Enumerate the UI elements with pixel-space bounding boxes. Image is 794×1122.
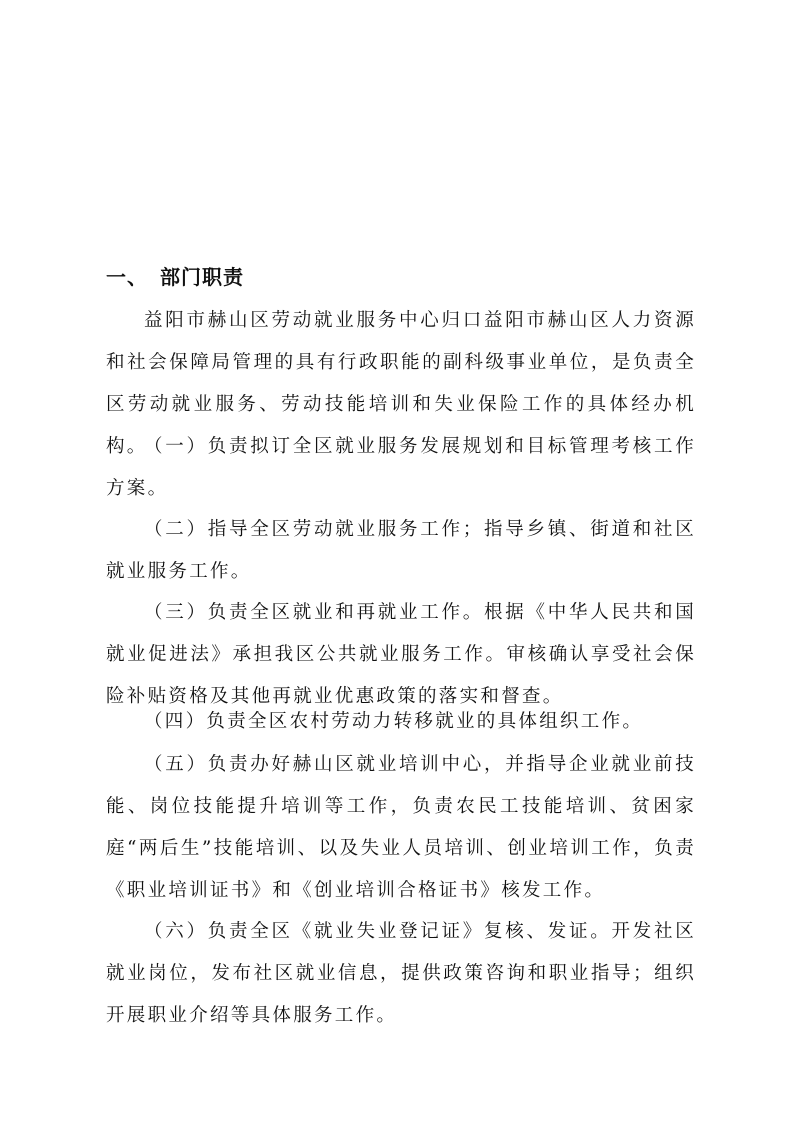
section-heading — [106, 262, 244, 292]
section-title: 部门职责 — [160, 265, 244, 289]
duty-item-4: （四）负责全区农村劳动力转移就业的具体组织工作。 — [144, 711, 644, 732]
duty-item-2: （二）指导全区劳动就业服务工作；指导乡镇、街道和社区就业服务工作。 — [106, 519, 696, 582]
section-number: 一、 — [106, 265, 148, 289]
duty-item-6: （六）负责全区《就业失业登记证》复核、发证。开发社区就业岗位，发布社区就业信息，提供政策咨询和职业指导；组织开展职业介绍等具体服务工作。 — [106, 921, 696, 1026]
intro-paragraph: 益阳市赫山区劳动就业服务中心归口益阳市赫山区人力资源和社会保障局管理的具有行政职能的副科级事业单位，是负责全区劳动就业服务、劳动技能培训和失业保险工作的具体经办机构。 — [106, 310, 696, 457]
duty-item-1: （一）负责拟订全区就业服务发展规划和目标管理考核工作方案。 — [106, 436, 696, 499]
duty-item-5: （五）负责办好赫山区就业培训中心，并指导企业就业前技能、岗位技能提升培训等工作，负责农民工技能培训、贫困家庭“两后生”技能培训、以及失业人员培训、创业培训工作，负责《职业培训证书》和《创业培训合格证书》核发工作。 — [106, 754, 696, 901]
duty-item-3: （三）负责全区就业和再就业工作。根据《中华人民共和国就业促进法》承担我区公共就业服务工作。审核确认享受社会保险补贴资格及其他再就业优惠政策的落实和督查。 — [106, 602, 696, 707]
